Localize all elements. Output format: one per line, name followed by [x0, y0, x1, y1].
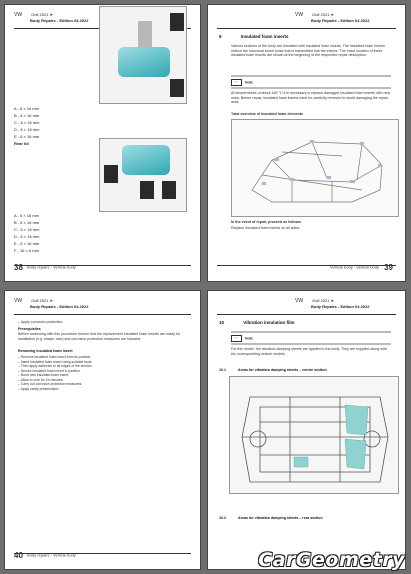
subsection-heading-2: 10.2 Areas for vibration damping sheets – rear section	[219, 516, 323, 520]
header-rule	[217, 314, 396, 315]
note-label: Note	[245, 336, 253, 341]
header-manual: Body Repairs - Edition 04.2022	[30, 304, 89, 309]
section-number: 9	[219, 34, 222, 39]
section-heading	[219, 34, 289, 39]
header-rule	[14, 314, 191, 315]
page-41	[207, 290, 406, 570]
label-rear-lid: Rear lid	[14, 141, 29, 146]
list-item: – Remove insulated foam insert from its position.	[18, 355, 188, 360]
header-model: Golf 2021 ➤	[312, 298, 334, 303]
header-manual: Body Repairs - Edition 04.2022	[30, 18, 89, 23]
list-item: E - 6 × 16 mm	[14, 134, 40, 139]
list-item: E - 6 × 16 mm	[14, 241, 40, 246]
hand-icon: ☞	[231, 335, 242, 342]
list-item: – Then apply adhesive to all edges of the section.	[18, 364, 188, 369]
note-label: Note	[245, 80, 253, 85]
watermark-logo: CarGeometry	[258, 549, 405, 571]
removal-steps	[18, 355, 188, 391]
page-38	[4, 4, 201, 282]
fastener-list-a	[14, 105, 39, 147]
figure-caption: Total overview of insulated foam elements	[231, 112, 304, 116]
note-text: For this model, the vibration damping sheets are applied to the body. They are supplied along with the corresponding vehicle models.	[231, 347, 387, 356]
list-item: B - 6 × 16 mm	[14, 220, 40, 225]
removal-title: Removing insulated foam insert	[18, 349, 73, 353]
list-item: A - 6 × 16 mm	[14, 106, 40, 111]
hand-icon: ☞	[231, 79, 242, 86]
bottom-title: In the event of repair, proceed as follows:	[231, 220, 302, 224]
illustration-rear-lid	[99, 138, 187, 212]
list-item: A - 6 × 16 mm	[14, 213, 40, 218]
illustration-rear-bumper	[99, 6, 187, 104]
page-header	[295, 12, 369, 23]
brand-logo: VW	[14, 12, 23, 18]
page-header	[14, 298, 88, 309]
prereq-text: Before continuing with this procedure ensure that the replacement insulated foam inserts are ready for installation (e.g. shape, size) and corrosion protection measures are followed.	[18, 332, 181, 341]
list-item: – Carry out corrosion protection measures.	[18, 382, 188, 387]
footer-text: Body repairs - Vehicle body	[27, 264, 76, 270]
list-item: – Bond new insulated foam insert.	[18, 373, 188, 378]
header-model: Golf 2021 ➤	[31, 12, 53, 17]
brand-logo: VW	[14, 298, 23, 304]
list-item: D - 6 × 16 mm	[14, 234, 40, 239]
header-model: Golf 2021 ➤	[31, 298, 53, 303]
header-manual: Body Repairs - Edition 04.2022	[311, 18, 370, 23]
brand-logo: VW	[295, 298, 304, 304]
brand-logo: VW	[295, 12, 304, 18]
section-heading	[219, 320, 294, 325]
intro-text: Various sections of the body are insulated with insulated foam inserts. The insulated foam inserts reduce the structural borne noise that is transmitted into the interior. The exact location of these insulated foam inserts are shown at the beginning of the respective repair description.	[231, 44, 385, 58]
list-item: – Secure insulated foam insert in position.	[18, 369, 188, 374]
note-box	[231, 330, 391, 356]
page-footer	[14, 263, 76, 272]
list-item: C - 6 × 16 mm	[14, 120, 40, 125]
fastener-list-b	[14, 212, 39, 254]
list-item: – Insert insulated foam insert using suitable tools.	[18, 360, 188, 365]
page-header	[14, 12, 88, 23]
bottom-item: Replace insulated foam inserts on all sides.	[231, 226, 301, 230]
section-title: Vibration insulation film	[243, 320, 295, 325]
page-footer	[330, 263, 396, 272]
apply-text: – Apply corrosion protection.	[18, 320, 64, 324]
list-item: F - 16 × 6 mm	[14, 248, 40, 253]
section-number: 10	[219, 320, 225, 325]
footer-text: Vehicle body - Vehicle body	[330, 264, 379, 270]
list-item: C - 6 × 16 mm	[14, 227, 40, 232]
section-title: Insulated foam inserts	[240, 34, 289, 39]
page-number: 38	[14, 263, 23, 272]
prereq-title: Prerequisites	[18, 327, 41, 331]
page-number: 39	[384, 263, 393, 272]
page-39	[207, 4, 406, 282]
illustration-underbody	[229, 376, 399, 494]
list-item: – Apply cavity preservation.	[18, 387, 188, 392]
header-manual: Body Repairs - Edition 04.2022	[311, 304, 370, 309]
footer-text: Body repairs - Vehicle body	[27, 552, 76, 558]
header-model: Golf 2021 ➤	[312, 12, 334, 17]
list-item: B - 6 × 16 mm	[14, 113, 40, 118]
note-box	[231, 74, 391, 105]
list-item: – Allow to cure for 24 minutes.	[18, 378, 188, 383]
list-item: D - 6 × 16 mm	[14, 127, 40, 132]
note-text: At temperatures of about 180 °C it is necessary to replace damaged insulated foam inserts with new ones. Before repair, insulated foam inserts must be carefully removed to avoid damaging the repair area.	[231, 91, 391, 105]
header-rule	[217, 28, 396, 29]
subsection-heading-1: 10.1 Areas for vibration damping sheets – centre section	[219, 368, 327, 372]
page-number: 40	[14, 551, 23, 560]
illustration-body-shell	[231, 119, 399, 217]
page-footer	[14, 551, 76, 560]
page-header	[295, 298, 369, 309]
page-40	[4, 290, 201, 570]
